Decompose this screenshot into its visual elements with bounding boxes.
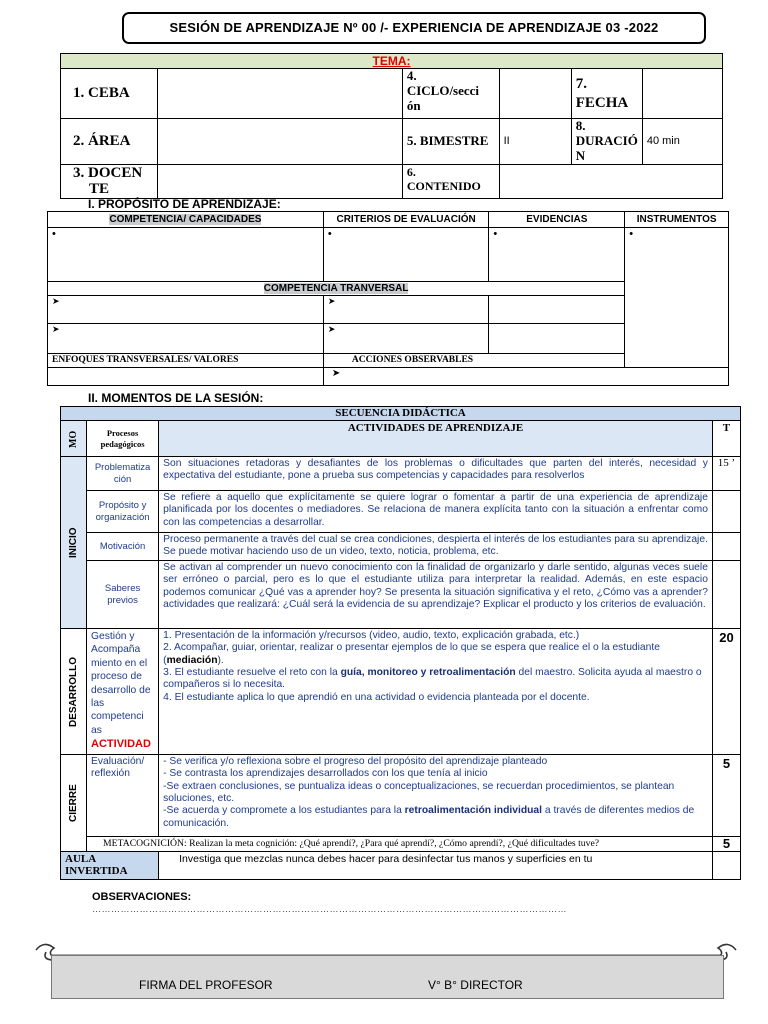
secuencia-title: SECUENCIA DIDÁCTICA	[61, 407, 741, 421]
transversal-evidencia-cell[interactable]	[489, 324, 625, 354]
firma-profesor: FIRMA DEL PROFESOR	[139, 978, 273, 992]
duracion-value[interactable]: 40 min	[642, 119, 722, 165]
area-label: 2. ÁREA	[61, 119, 158, 165]
aula-invertida-text: Investiga que mezclas nunca debes hacer para desinfectar tus manos y superficies en tu	[159, 852, 713, 880]
section-momentos-title: II. MOMENTOS DE LA SESIÓN:	[88, 391, 264, 405]
vb-director: V° B° DIRECTOR	[428, 978, 523, 992]
bimestre-value[interactable]: II	[499, 119, 571, 165]
actividad-label: ACTIVIDAD	[91, 738, 151, 750]
area-field[interactable]	[157, 119, 402, 165]
enfoques-cell[interactable]	[48, 368, 324, 386]
col-competencia	[48, 212, 324, 228]
contenido-label	[402, 164, 499, 198]
t-header: T	[712, 421, 740, 457]
transversal-arrow-cell[interactable]: ➤	[48, 324, 324, 354]
problematizacion-label: Problematiza ción	[87, 457, 159, 491]
gestion-text: Gestión y Acompaña miento en el proceso de desarrollo de las competenci as	[91, 631, 151, 736]
document-title: SESIÓN DE APRENDIZAJE Nº 00 /- EXPERIENCIA DE APRENDIZAJE 03 -2022	[122, 12, 706, 44]
evaluacion-label: Evaluación/ reflexión	[87, 755, 159, 837]
duracion-label-line: DURACIÓ	[575, 132, 638, 148]
desarrollo-label: DESARROLLO	[61, 629, 87, 755]
cierre-item	[163, 805, 708, 830]
desarrollo-step-2	[163, 642, 708, 667]
ciclo-label	[402, 69, 499, 119]
time-cell	[712, 491, 740, 533]
docente-field[interactable]	[157, 164, 402, 198]
transversal-arrow-cell[interactable]: ➤	[323, 296, 488, 324]
signature-band	[51, 955, 724, 999]
desarrollo-step-2-end: ).	[217, 654, 224, 666]
desarrollo-step-3	[163, 667, 708, 692]
evidencias-cell[interactable]: •	[489, 228, 625, 282]
competencia-transversal-header	[48, 282, 625, 296]
col-evidencias: EVIDENCIAS	[489, 212, 625, 228]
docente-label-line: TE	[89, 181, 110, 198]
col-competencia-label: COMPETENCIA/ CAPACIDADES	[109, 214, 262, 225]
ciclo-label-line: 4.	[406, 68, 417, 83]
transversal-arrow-cell[interactable]: ➤	[48, 296, 324, 324]
motivacion-label: Motivación	[87, 533, 159, 561]
desarrollo-step-4: 4. El estudiante aplica lo que aprendió en una actividad o evidencia planteada por el docente.	[163, 691, 590, 703]
fecha-label	[571, 69, 642, 119]
cierre-label: CIERRE	[61, 755, 87, 852]
col-criterios: CRITERIOS DE EVALUACIÓN	[323, 212, 488, 228]
mo-header: MO	[61, 421, 87, 457]
fecha-label-line: 7.	[575, 75, 587, 92]
desarrollo-step-3-text: 3. El estudiante resuelve el reto con la	[163, 667, 341, 679]
time-cell	[712, 533, 740, 561]
saberes-text: Se activan al comprender un nuevo conocimiento con la finalidad de organizarlo y darle sentido, algunas veces suele ser erróneo o parcial, pero es lo que el estudiante utiliza para interpretar la realidad. Además, en este espacio podemos comunicar ¿Qué vas a aprender hoy? Se presenta la situación significativa y el reto, ¿Cómo vas a aprender? actividades que realizará: ¿Cuál será la evidencia de su aprendizaje? Explicar el producto y los criterios de evaluación.	[159, 561, 713, 629]
saberes-label: Saberes previos	[87, 561, 159, 629]
duracion-label	[571, 119, 642, 165]
procesos-header: Procesos pedagógicos	[87, 421, 159, 457]
observaciones-field[interactable]: ……………………………………………………………………………………………………………………………………	[92, 904, 567, 914]
bimestre-label: 5. BIMESTRE	[402, 119, 499, 165]
time-metacognicion: 5	[712, 837, 740, 852]
proposito-table	[47, 211, 729, 386]
proposito-label: Propósito y organización	[87, 491, 159, 533]
ciclo-field[interactable]	[499, 69, 571, 119]
tema-label: TEMA:	[61, 54, 723, 69]
ciclo-label-line: ón	[406, 97, 421, 113]
transversal-evidencia-cell[interactable]	[489, 296, 625, 324]
cierre-item: -Se extraen conclusiones, se puntualiza ideas o conceptualizaciones, se recuerdan procedimientos, se plantean soluciones, etc.	[163, 780, 675, 805]
time-inicio: 15 ’	[712, 457, 740, 491]
cierre-text	[159, 755, 713, 837]
fecha-label-line: FECHA	[575, 94, 629, 111]
desarrollo-text	[159, 629, 713, 755]
time-desarrollo: 20	[712, 629, 740, 755]
observaciones-label: OBSERVACIONES:	[92, 891, 192, 903]
problematizacion-text: Son situaciones retadoras y desafiantes de los problemas o dificultades que parten del interés, necesidad y expectativa del estudiante, pone a prueba sus competencias y capacidades para resolverlos	[159, 457, 713, 491]
ciclo-label-line: CICLO/secci	[406, 82, 480, 98]
enfoques-label: ENFOQUES TRANSVERSALES/ VALORES	[48, 354, 324, 368]
col-instrumentos: INSTRUMENTOS	[625, 212, 729, 228]
header-table	[60, 53, 723, 199]
mediacion-bold: mediación	[166, 654, 218, 666]
docente-label	[61, 164, 158, 198]
secuencia-table	[60, 406, 741, 880]
time-cell	[712, 561, 740, 629]
inicio-label: INICIO	[61, 457, 87, 629]
desarrollo-step-3-end: del maestro. Solicita ayuda al maestro o compañeros si lo necesita.	[163, 667, 702, 691]
contenido-label-line: 6.	[406, 164, 416, 179]
proposito-text: Se refiere a aquello que explícitamente se quiere lograr o fomentar a partir de una experiencia de aprendizaje planificada por los docentes o mediadores. Se relaciona de manera explícita tanto con la situación a enfrentar como con las competencias a desarrollar.	[159, 491, 713, 533]
cierre-item: - Se verifica y/o reflexiona sobre el progreso del propósito del aprendizaje planteado	[163, 756, 548, 767]
transversal-arrow-cell[interactable]: ➤	[323, 324, 488, 354]
aula-invertida-time	[712, 852, 740, 880]
acciones-cell[interactable]: ➤	[323, 368, 728, 386]
guia-bold: guía, monitoreo y retroalimentación	[340, 667, 516, 679]
docente-label-line: 3. DOCEN	[73, 164, 143, 181]
motivacion-text: Proceso permanente a través del cual se crea condiciones, despierta el interés de los estudiantes para su aprendizaje. Se puede motivar haciendo uso de un video, texto, noticia, problema, etc.	[159, 533, 713, 561]
instrumentos-cell[interactable]: •	[625, 228, 729, 368]
competencia-transversal-label: COMPETENCIA TRANVERSAL	[263, 283, 409, 294]
time-cierre: 5	[712, 755, 740, 837]
fecha-field[interactable]	[642, 69, 722, 119]
acciones-label: ACCIONES OBSERVABLES	[323, 354, 624, 368]
duracion-label-line: 8.	[575, 118, 586, 133]
desarrollo-step-1: 1. Presentación de la información y/recursos (video, audio, texto, explicación grabada, etc.)	[163, 630, 580, 641]
duracion-label-line: N	[575, 147, 586, 163]
ceba-field[interactable]	[157, 69, 402, 119]
metacognicion-text: METACOGNICIÓN: Realizan la meta cognición: ¿Qué aprendí?, ¿Para qué aprendí?, ¿Cómo aprendí?, ¿Qué dificultades tuve?	[87, 837, 713, 852]
contenido-field[interactable]	[499, 164, 722, 198]
criterios-cell[interactable]: •	[323, 228, 488, 282]
gestion-label	[87, 629, 159, 755]
section-proposito-title: I. PROPÓSITO DE APRENDIZAJE:	[88, 197, 281, 211]
desarrollo-step-2-text: 2. Acompañar, guiar, orientar, realizar o presentar ejemplos de lo que se espera que realice el o la estudiante (	[163, 642, 660, 666]
actividades-header: ACTIVIDADES DE APRENDIZAJE	[159, 421, 713, 457]
retro-bold: retroalimentación individual	[404, 805, 542, 817]
contenido-label-line: CONTENIDO	[406, 179, 481, 194]
cierre-item: - Se contrasta los aprendizajes desarrollados con los que tenía al inicio	[163, 768, 488, 780]
cierre-item-end: a través de diferentes medios de comunicación.	[163, 805, 695, 829]
competencia-cell[interactable]: •	[48, 228, 324, 282]
cierre-item-text: -Se acuerda y compromete a los estudiantes para la	[163, 805, 405, 817]
ceba-label: 1. CEBA	[61, 69, 158, 119]
aula-invertida-label: AULA INVERTIDA	[61, 852, 159, 880]
